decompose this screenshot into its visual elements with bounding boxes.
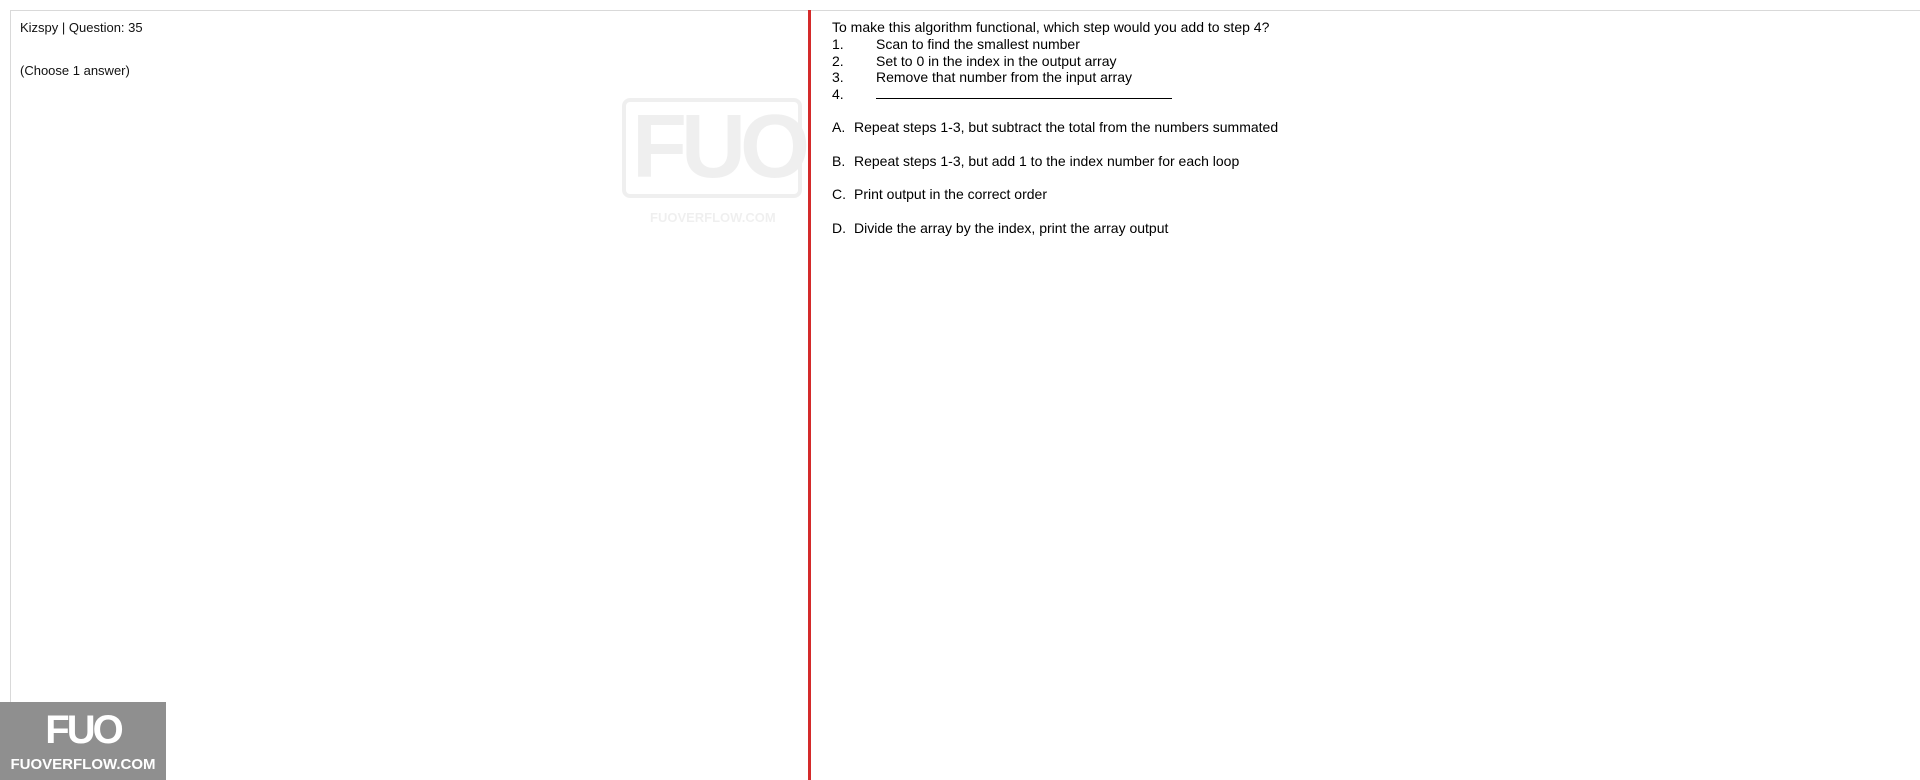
option-letter: A. xyxy=(832,119,846,135)
step-item xyxy=(832,69,1892,86)
answer-options xyxy=(832,118,1892,252)
option-text: Divide the array by the index, print the array output xyxy=(854,219,1169,236)
step-number: 1. xyxy=(832,36,844,52)
brand-badge xyxy=(0,702,166,780)
algorithm-steps xyxy=(832,36,1892,102)
option-letter: C. xyxy=(832,186,846,202)
step-item xyxy=(832,53,1892,70)
brand-logo-mark: FUO xyxy=(45,708,121,752)
step-text: Set to 0 in the index in the output array xyxy=(876,52,1117,69)
pane-divider[interactable] xyxy=(808,10,811,780)
answer-option-b[interactable] xyxy=(832,152,1892,186)
answer-option-d[interactable] xyxy=(832,219,1892,253)
question-stem: To make this algorithm functional, which step would you add to step 4? xyxy=(832,19,1270,35)
step-number: 4. xyxy=(832,85,844,102)
question-content-pane xyxy=(832,19,1892,252)
watermark-logo xyxy=(610,88,810,238)
option-letter: D. xyxy=(832,219,846,236)
option-text: Repeat steps 1-3, but subtract the total from the numbers summated xyxy=(854,119,1279,135)
option-letter: B. xyxy=(832,152,846,169)
choose-hint: (Choose 1 answer) xyxy=(20,63,130,78)
step-blank-line xyxy=(876,88,1172,99)
step-text: Scan to find the smallest number xyxy=(876,36,1080,52)
step-item xyxy=(832,36,1892,53)
watermark-text: FUOVERFLOW.COM xyxy=(650,210,776,225)
question-info-pane xyxy=(10,10,808,780)
answer-option-a[interactable] xyxy=(832,118,1892,152)
brand-logo-text: FUOVERFLOW.COM xyxy=(10,756,156,773)
question-header: Kizspy | Question: 35 xyxy=(20,20,143,35)
step-text: Remove that number from the input array xyxy=(876,69,1133,85)
step-number: 2. xyxy=(832,52,844,69)
option-text: Repeat steps 1-3, but add 1 to the index number for each loop xyxy=(854,152,1240,169)
watermark-mark: FUO xyxy=(632,97,804,197)
answer-option-c[interactable] xyxy=(832,185,1892,219)
option-text: Print output in the correct order xyxy=(854,186,1047,202)
step-number: 3. xyxy=(832,69,844,85)
step-item xyxy=(832,86,1892,103)
